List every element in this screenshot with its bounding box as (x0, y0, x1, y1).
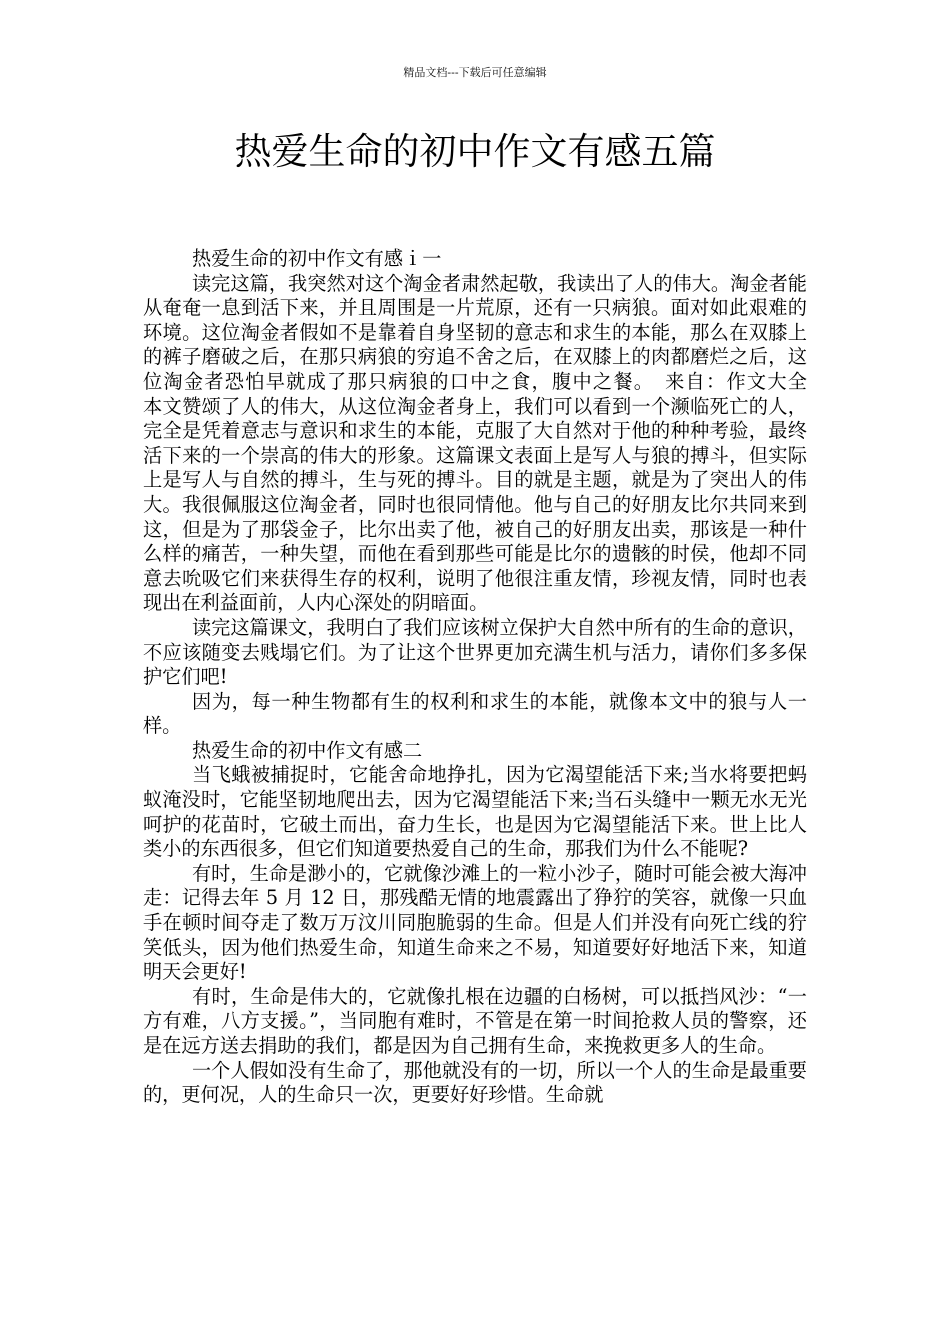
section-heading-2: 热爱生命的初中作文有感二 (191, 738, 423, 762)
body-paragraph: 当飞蛾被捕捉时，它能舍命地挣扎，因为它渴望能活下来;当水将要把蚂蚁淹没时，它能坚韧地爬出去，因为它渴望能活下来;当石头缝中一颗无水无光呵护的花苗时，它破土而出，奋力生长，也是因为它渴望能活下来。世上比人类小的东西很多，但它们知道要热爱自己的生命，那我们为什么不能呢? (143, 763, 807, 861)
body-paragraph: 因为，每一种生物都有生的权利和求生的本能，就像本文中的狼与人一样。 (143, 689, 807, 738)
document-body (143, 247, 846, 1108)
document-title: 热爱生命的初中作文有感五篇 (234, 130, 716, 173)
body-paragraph: 有时，生命是渺小的，它就像沙滩上的一粒小沙子，随时可能会被大海冲走：记得去年 5 月 12 日，那残酷无情的地震露出了狰狞的笑容，就像一只血手在顿时间夺走了数万万汶川同胞脆弱的生命。但是人们并没有向死亡线的狞笑低头，因为他们热爱生命，知道生命来之不易，知道要好好地活下来，知道明天会更好! (143, 861, 807, 984)
body-paragraph: 读完这篇课文，我明白了我们应该树立保护大自然中所有的生命的意识，不应该随变去贱塌它们。为了让这个世界更加充满生机与活力，请你们多多保护它们吧! (143, 615, 807, 689)
body-paragraph: 有时，生命是伟大的，它就像扎根在边疆的白杨树，可以抵挡风沙：“一方有难，八方支援。”，当同胞有难时，不管是在第一时间抢救人员的警察，还是在远方送去捐助的我们，都是因为自己拥有生命，来挽救更多人的生命。 (143, 984, 807, 1057)
body-paragraph: 一个人假如没有生命了，那他就没有的一切，所以一个人的生命是最重要的，更何况，人的生命只一次，更要好好珍惜。生命就 (143, 1058, 807, 1107)
body-paragraph: 读完这篇，我突然对这个淘金者肃然起敬，我读出了人的伟大。淘金者能从奄奄一息到活下来，并且周围是一片荒原，还有一只病狼。面对如此艰难的环境。这位淘金者假如不是靠着自身坚韧的意志和求生的本能，那么在双膝上的裤子磨破之后，在那只病狼的穷追不舍之后，在双膝上的肉都磨烂之后，这位淘金者恐怕早就成了那只病狼的口中之食，腹中之餐。 来自：作文大全 本文赞颂了人的伟大，从这位淘金者身上，我们可以看到一个濒临死亡的人，完全是凭着意志与意识和求生的本能，克服了大自然对于他的种种考验，最终活下来的一个崇高的伟大的形象。这篇课文表面上是写人与狼的搏斗，但实际上是写人与自然的搏斗，生与死的搏斗。目的就是主题，就是为了突出人的伟大。我很佩服这位淘金者，同时也很同情他。他与自己的好朋友比尔共同来到这，但是为了那袋金子，比尔出卖了他，被自己的好朋友出卖，那该是一种什么样的痛苦，一种失望，而他在看到那些可能是比尔的遗骸的时侯，他却不同意去吮吸它们来获得生存的权利，说明了他很注重友情，珍视友情，同时也表现出在利益面前，人内心深处的阴暗面。 (143, 271, 846, 615)
header-note: 精品文档---下载后可任意编辑 (403, 66, 547, 79)
section-heading-1: 热爱生命的初中作文有感ｉ一 (191, 247, 442, 270)
